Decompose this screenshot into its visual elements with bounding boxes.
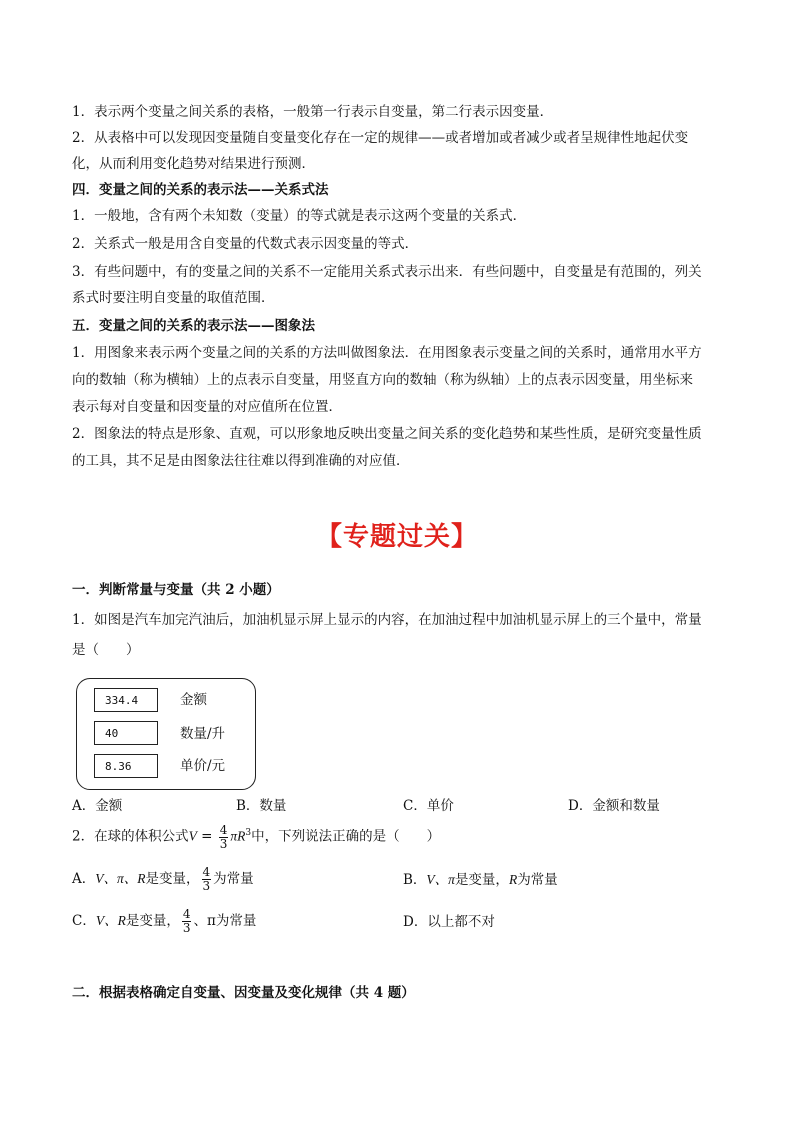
display-value-quantity: 40 [94, 721, 158, 745]
q2-stem-pre: 2．在球的体积公式 [72, 828, 189, 845]
option-text: 为常量 [517, 872, 558, 888]
option-text: 是变量， [454, 872, 509, 888]
formula-v: V [188, 828, 197, 844]
section-title-1: 一．判断常量与变量（共 2 小题） [72, 582, 280, 598]
option-letter: B． [403, 872, 427, 888]
display-label-quantity: 数量/升 [180, 726, 226, 742]
fraction-denominator: 3 [219, 836, 228, 851]
fraction-numerator: 4 [182, 907, 191, 921]
q1-option-a: A．金额 [72, 798, 123, 814]
option-fraction [182, 908, 192, 935]
display-value-unit-price: 8.36 [94, 754, 158, 778]
formula-exponent: 3 [245, 828, 252, 838]
text-line: 化，从而利用变化趋势对结果进行预测． [72, 156, 315, 172]
option-fraction [202, 866, 212, 893]
display-label-amount: 金额 [180, 692, 207, 708]
text-line: 1．一般地，含有两个未知数（变量）的等式就是表示这两个变量的关系式． [72, 208, 527, 224]
text-line: 1．用图象来表示两个变量之间的关系的方法叫做图象法．在用图象表示变量之间的关系时，通常用水平方 [72, 345, 702, 361]
fuel-pump-display [76, 678, 256, 790]
q1-option-b: B．数量 [236, 798, 287, 814]
q2-stem-post: 中，下列说法正确的是（ ） [251, 828, 441, 845]
question-2-stem [72, 823, 440, 851]
fraction-numerator: 4 [202, 865, 211, 879]
formula-fraction [219, 824, 229, 851]
formula-pi-r: πR [230, 828, 246, 844]
section-heading-5: 五．变量之间的关系的表示法——图象法 [72, 318, 315, 334]
option-text: 、π为常量 [193, 913, 257, 929]
option-var-r: R [508, 872, 518, 887]
option-vars: V、π [426, 872, 455, 887]
question-1-line: 是（ ） [72, 642, 140, 658]
option-letter: C． [72, 913, 96, 929]
section-heading-4: 四．变量之间的关系的表示法——关系式法 [72, 182, 329, 198]
text-line: 2．关系式一般是用含自变量的代数式表示因变量的等式． [72, 236, 419, 252]
q2-option-c [72, 908, 256, 935]
fraction-denominator: 3 [182, 921, 191, 935]
option-vars: V、π、R [95, 871, 146, 886]
formula-eq: = [196, 828, 217, 845]
option-letter: A． [72, 871, 96, 887]
option-text: 是变量， [145, 871, 200, 887]
display-label-unit-price: 单价/元 [180, 758, 226, 774]
text-line: 的工具，其不足是由图象法往往难以得到准确的对应值． [72, 453, 410, 469]
fraction-numerator: 4 [219, 822, 228, 837]
question-1-line: 1．如图是汽车加完汽油后，加油机显示屏上显示的内容，在加油过程中加油机显示屏上的三个量中，常量 [72, 612, 702, 628]
text-line: 表示每对自变量和因变量的对应值所在位置． [72, 399, 342, 415]
option-text: 是变量， [125, 913, 180, 929]
q1-option-c: C．单价 [403, 798, 454, 814]
fraction-denominator: 3 [202, 879, 211, 893]
q2-option-b [403, 870, 558, 890]
display-value-amount: 334.4 [94, 688, 158, 712]
option-text: 为常量 [213, 871, 254, 887]
text-line: 1．表示两个变量之间关系的表格，一般第一行表示自变量，第二行表示因变量． [72, 104, 554, 120]
text-line: 2．从表格中可以发现因变量随自变量变化存在一定的规律——或者增加或者减少或者呈规律性地起伏变 [72, 130, 689, 146]
q2-option-d: D．以上都不对 [403, 914, 495, 930]
text-line: 系式时要注明自变量的取值范围． [72, 290, 275, 306]
q1-option-d: D．金额和数量 [568, 798, 660, 814]
section-title-2: 二．根据表格确定自变量、因变量及变化规律（共 4 题） [72, 985, 415, 1001]
text-line: 3．有些问题中，有的变量之间的关系不一定能用关系式表示出来．有些问题中，自变量是有范围的，列关 [72, 264, 702, 280]
text-line: 2．图象法的特点是形象、直观，可以形象地反映出变量之间关系的变化趋势和某些性质，是研究变量性质 [72, 426, 702, 442]
topic-banner: 【专题过关】 [315, 522, 478, 552]
text-line: 向的数轴（称为横轴）上的点表示自变量，用竖直方向的数轴（称为纵轴）上的点表示因变量，用坐标来 [72, 372, 693, 388]
q2-option-a [72, 866, 254, 893]
option-vars: V、R [95, 913, 126, 928]
